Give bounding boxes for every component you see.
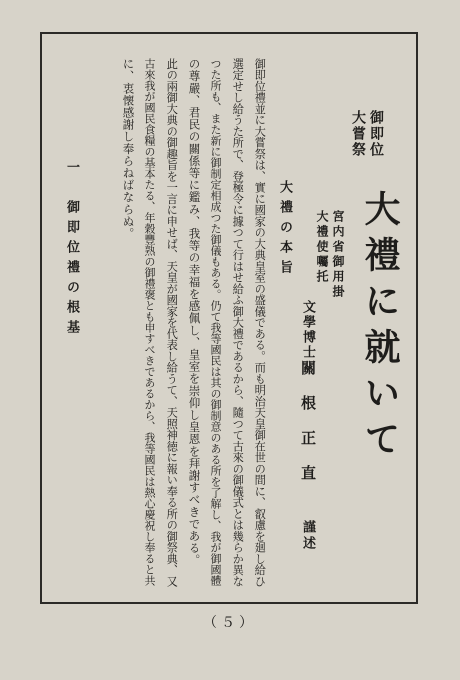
page-number: （５） bbox=[203, 615, 257, 631]
title-prefix-line2: 大嘗祭 bbox=[350, 110, 366, 158]
body-line: つた所も、また新に御制定相成つた御儀もある。仍て我等國民は其の御制意のある所を了解し、我が御國體 bbox=[209, 58, 222, 586]
author-degree: 文學博士 bbox=[300, 300, 315, 360]
body-line: 御即位禮並に大嘗祭は、實に國家の大典皇室の盛儀である。而も明治天皇御在世の間に、叡慮を廻し給ひ bbox=[253, 58, 267, 587]
body-line: 此の兩御大典の御趣旨を一言に申せば、天皇が國家を代表し給うて、天照神徳に報い奉る所の御祭典、又 bbox=[165, 58, 179, 587]
body-line: に、衷懐感謝し奉らねばならぬ。 bbox=[121, 58, 136, 240]
section-heading-1: 大禮の本旨 bbox=[277, 180, 292, 280]
author-suffix: 謹述 bbox=[300, 520, 315, 552]
author-name: 關根正直 bbox=[299, 360, 317, 500]
body-line: 古來我が國民食糧の基本たる、年穀豐熟の御禮褒とも申すべきであるから、我等國民は熱心慶祝し奉ると共 bbox=[143, 58, 156, 586]
author-affiliation-2: 大禮使囑托 bbox=[315, 210, 329, 285]
page-title: 大禮に就いて bbox=[359, 190, 401, 466]
body-line: 選定せし給うた所で、登極令に據つて行はせ給ふ御大禮であるから、隨つて古來の御儀式とは幾らか異な bbox=[231, 58, 245, 587]
section-heading-2: 一 御即位禮の根基 bbox=[64, 160, 79, 340]
author-affiliation-1: 宮内省御用掛 bbox=[331, 210, 345, 300]
title-prefix-line1: 御即位 bbox=[368, 110, 384, 158]
body-line: の尊嚴、君民の關係等に鑑み、我等の幸福を感佩し、皇室を崇仰し皇恩を拜謝すべきである。 bbox=[187, 58, 202, 567]
